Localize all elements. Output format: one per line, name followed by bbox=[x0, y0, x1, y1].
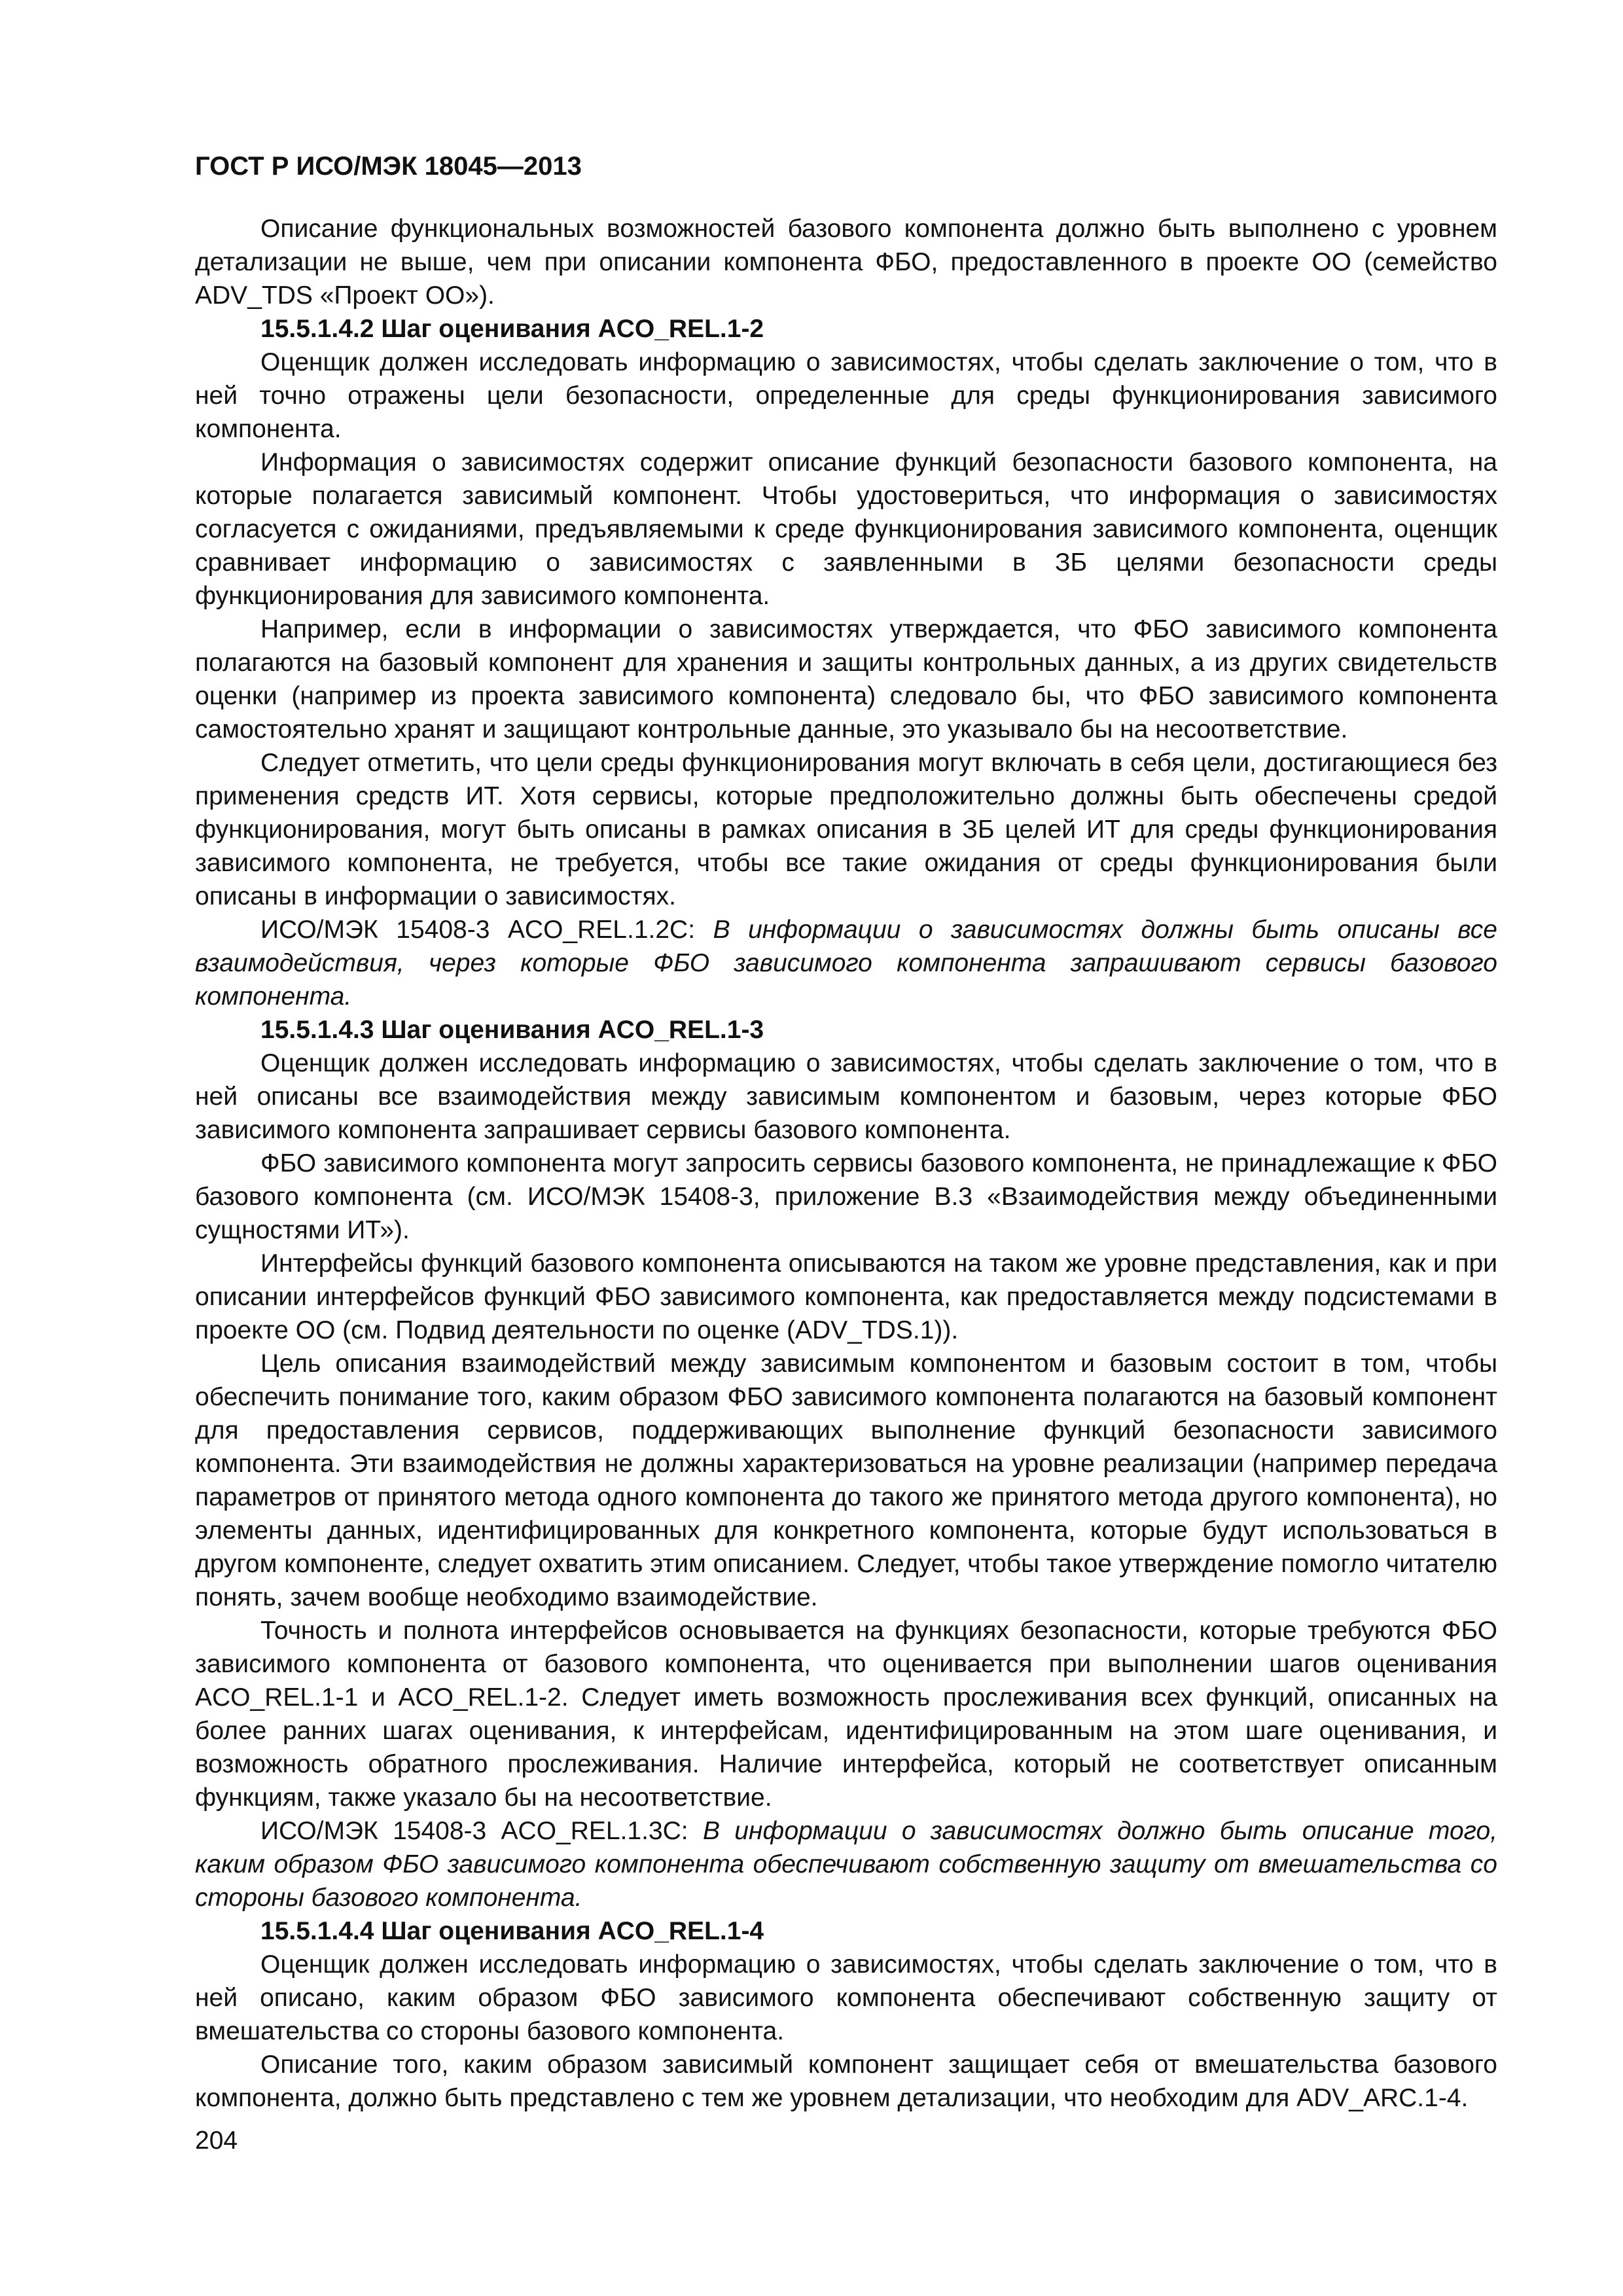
paragraph: Цель описания взаимодействий между зависимым компонентом и базовым состоит в том, чтобы обеспечить понимание того, каким образом ФБО зависимого компонента полагаются на базовый компонент для предоставления сервисов, поддерживающих выполнение функций безопасности зависимого компонента. Эти взаимодействия не должны характеризоваться на уровне реализации (например передача параметров от принятого метода одного компонента до такого же принятого метода другого компонента), но элементы данных, идентифицированных для конкретного компонента, которые будут использоваться в другом компоненте, следует охватить этим описанием. Следует, чтобы такое утверждение помогло читателю понять, зачем вообще необходимо взаимодействие. bbox=[195, 1350, 1497, 1611]
requirement-reference bbox=[195, 1814, 1497, 1914]
page-number: 204 bbox=[195, 2126, 238, 2155]
paragraph: Точность и полнота интерфейсов основывается на функциях безопасности, которые требуются ФБО зависимого компонента от базового компонента, что оценивается при выполнении шагов оценивания ACO_REL.1-1 и ACO_REL.1-2. Следует иметь возможность прослеживания всех функций, описанных на более ранних шагах оценивания, к интерфейсам, идентифицированным на этом шаге оценивания, и возможность обратного прослеживания. Наличие интерфейса, который не соответствует описанным функциям, также указало бы на несоответствие. bbox=[195, 1617, 1497, 1812]
reference-text: В информации о зависимостях должно быть описание того, каким образом ФБО зависимого компонента обеспечивают собственную защиту от вмешательства со стороны базового компонента. bbox=[195, 1817, 1497, 1912]
section-heading: 15.5.1.4.4 Шаг оценивания ACO_REL.1-4 bbox=[260, 1917, 764, 1945]
document-header: ГОСТ Р ИСО/МЭК 18045—2013 bbox=[195, 152, 582, 181]
document-page bbox=[195, 148, 1497, 2157]
paragraph: Оценщик должен исследовать информацию о зависимостях, чтобы сделать заключение о том, что в ней описаны все взаимодействия между зависимым компонентом и базовым, через которые ФБО зависимого компонента запрашивает сервисы базового компонента. bbox=[195, 1049, 1497, 1144]
paragraph: Следует отметить, что цели среды функционирования могут включать в себя цели, достигающиеся без применения средств ИТ. Хотя сервисы, которые предположительно должны быть обеспечены средой функционирования, могут быть описаны в рамках описания в ЗБ целей ИТ для среды функционирования зависимого компонента, не требуется, чтобы все такие ожидания от среды функционирования были описаны в информации о зависимостях. bbox=[195, 749, 1497, 910]
paragraph: Оценщик должен исследовать информацию о зависимостях, чтобы сделать заключение о том, что в ней точно отражены цели безопасности, определенные для среды функционирования зависимого компонента. bbox=[195, 348, 1497, 443]
reference-prefix: ИСО/МЭК 15408-3 ACO_REL.1.3C: bbox=[260, 1817, 703, 1845]
paragraph: ФБО зависимого компонента могут запросить сервисы базового компонента, не принадлежащие к ФБО базового компонента (см. ИСО/МЭК 15408-3, приложение В.3 «Взаимодействия между объединенными сущностями ИТ»). bbox=[195, 1149, 1497, 1244]
paragraph: Оценщик должен исследовать информацию о зависимостях, чтобы сделать заключение о том, что в ней описано, каким образом ФБО зависимого компонента обеспечивают собственную защиту от вмешательства со стороны базового компонента. bbox=[195, 1950, 1497, 2045]
reference-text: В информации о зависимостях должны быть описаны все взаимодействия, через которые ФБО зависимого компонента запрашивают сервисы базового компонента. bbox=[195, 916, 1497, 1011]
paragraph: Например, если в информации о зависимостях утверждается, что ФБО зависимого компонента полагаются на базовый компонент для хранения и защиты контрольных данных, а из других свидетельств оценки (например из проекта зависимого компонента) следовало бы, что ФБО зависимого компонента самостоятельно хранят и защищают контрольные данные, это указывало бы на несоответствие. bbox=[195, 615, 1497, 744]
paragraph: Описание того, каким образом зависимый компонент защищает себя от вмешательства базового компонента, должно быть представлено с тем же уровнем детализации, что необходим для ADV_ARC.1-4. bbox=[195, 2051, 1497, 2112]
paragraph: Описание функциональных возможностей базового компонента должно быть выполнено с уровнем детализации не выше, чем при описании компонента ФБО, предоставленного в проекте ОО (семейство ADV_TDS «Проект ОО»). bbox=[195, 215, 1497, 310]
requirement-reference bbox=[195, 913, 1497, 1013]
section-heading: 15.5.1.4.3 Шаг оценивания ACO_REL.1-3 bbox=[260, 1016, 764, 1044]
section-heading: 15.5.1.4.2 Шаг оценивания ACO_REL.1-2 bbox=[260, 315, 764, 343]
reference-prefix: ИСО/МЭК 15408-3 ACO_REL.1.2C: bbox=[260, 916, 713, 944]
paragraph: Информация о зависимостях содержит описание функций безопасности базового компонента, на которые полагается зависимый компонент. Чтобы удостовериться, что информация о зависимостях согласуется с ожиданиями, предъявляемыми к среде функционирования зависимого компонента, оценщик сравнивает информацию о зависимостях с заявленными в ЗБ целями безопасности среды функционирования для зависимого компонента. bbox=[195, 448, 1497, 610]
paragraph: Интерфейсы функций базового компонента описываются на таком же уровне представления, как и при описании интерфейсов функций ФБО зависимого компонента, как предоставляется между подсистемами в проекте ОО (см. Подвид деятельности по оценке (ADV_TDS.1)). bbox=[195, 1249, 1497, 1344]
